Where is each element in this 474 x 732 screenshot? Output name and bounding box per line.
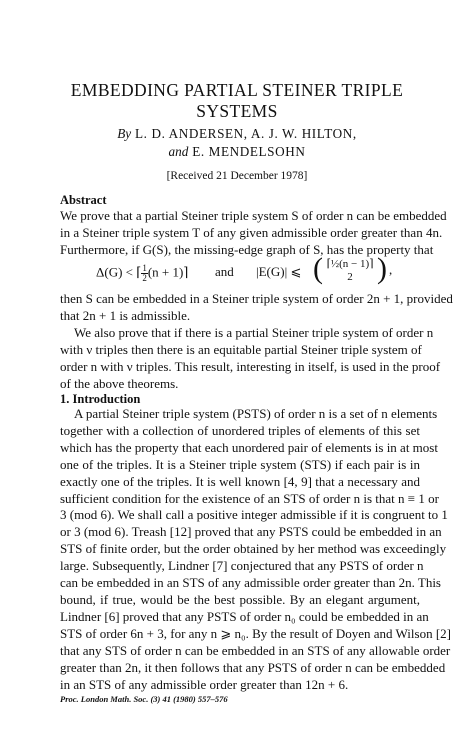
authors-line-2 — [60, 143, 414, 161]
text-line: A partial Steiner triple system (PSTS) of order n is a set of n elements — [74, 406, 438, 421]
journal-footer: Proc. London Math. Soc. (3) 41 (1980) 557–576 — [60, 694, 228, 704]
text-line: STS of finite order, but the order obtained by her method was exceedingly — [60, 541, 447, 557]
formula-edge-count: |E(G)| ⩽ — [256, 264, 302, 279]
text-line: STS of order 6n + 3, for any n ⩾ n₀. By the result of Doyen and Wilson [2] — [60, 625, 451, 641]
text-line: We prove that a partial Steiner triple system S of order n can be embedded — [60, 208, 447, 223]
binomial-bottom: 2 — [347, 271, 353, 283]
text-line: that 2n + 1 is admissible. — [60, 307, 191, 323]
formula-max-degree — [96, 264, 188, 283]
text-line: together with a collection of unordered triples of elements of this set — [60, 422, 420, 438]
authors-line-1 — [60, 125, 414, 143]
title-line-1: EMBEDDING PARTIAL STEINER TRIPLE — [70, 80, 404, 100]
formula-comma: , — [389, 262, 393, 277]
text-line: of the above theorems. — [60, 375, 179, 391]
formula-and: and — [215, 264, 234, 279]
authors-and: and — [168, 144, 189, 159]
text-line: Furthermore, if G(S), the missing-edge graph of S, has the property that — [60, 241, 434, 257]
author-block — [60, 125, 414, 161]
text-line: 3 (mod 6). We shall call a positive integer admissible if it is congruent to 1 — [60, 507, 448, 523]
received-date: [Received 21 December 1978] — [166, 170, 308, 182]
text-line: with ν triples then there is an equitable partial Steiner triple system of — [60, 341, 422, 357]
text-line: or 3 (mod 6). Treash [12] proved that any PSTS could be embedded in an — [60, 524, 442, 540]
text-line: bound, if true, would be the best possible. By an elegant argument, — [60, 591, 420, 607]
text-line: then S can be embedded in a Steiner triple system of order 2n + 1, provided — [60, 291, 453, 306]
abstract-heading: Abstract — [60, 193, 107, 207]
text-line: Lindner [6] proved that any PSTS of order n₀ could be embedded in an — [60, 608, 429, 624]
binomial — [323, 258, 377, 284]
right-paren: ) — [377, 252, 387, 285]
text-line: large. Subsequently, Lindner [7] conjectured that any PSTS of order n — [60, 558, 424, 574]
text-line: We also prove that if there is a partial Steiner triple system of order n — [74, 325, 434, 340]
introduction-paragraph — [60, 406, 451, 693]
section-heading: 1. Introduction — [60, 392, 141, 406]
authors-names-1: L. D. ANDERSEN, A. J. W. HILTON, — [135, 126, 357, 141]
abstract-paragraph-2 — [60, 291, 453, 325]
left-paren: ( — [313, 252, 323, 285]
abstract-paragraph-3 — [60, 325, 441, 393]
binomial-top: ⌈½(n − 1)⌉ — [326, 258, 374, 270]
text-line: order n with ν triples. This result, interesting in itself, is used in the proof — [60, 358, 441, 374]
abstract-paragraph-1 — [60, 208, 447, 259]
text-line: can be embedded in an STS of any admissible order greater than 2n. This — [60, 575, 441, 591]
text-line: in an STS of any admissible order greater than 12n + 6. — [60, 676, 349, 692]
text-line: in a Steiner triple system T of any given admissible order greater than 4n. — [60, 224, 443, 240]
display-formula — [60, 252, 414, 288]
authors-names-2: E. MENDELSOHN — [192, 144, 306, 159]
formula-left: Δ(G) < ⌈ — [96, 264, 142, 280]
text-line: which has the property that each unordered pair of elements is in at most — [60, 439, 438, 455]
text-line: that any STS of order n can be embedded in an STS of any allowable order — [60, 642, 451, 658]
formula-half-fraction: $\frac{1}{2}$ — [142, 263, 147, 283]
text-line: greater than 2n, it then follows that any PSTS of order n can be embedded — [60, 659, 446, 675]
paper-title — [60, 80, 414, 122]
text-line: exactly one of the triples. It is well known [4, 9] that a necessary and — [60, 473, 420, 489]
authors-by: By — [117, 126, 132, 141]
title-line-2: SYSTEMS — [196, 101, 278, 121]
text-line: sufficient condition for the existence of an STS of order n is that n ≡ 1 or — [60, 490, 439, 506]
text-line: one of the triples. It is a Steiner triple system (STS) if each pair is in — [60, 456, 420, 472]
formula-left-tail: (n + 1)⌉ — [147, 264, 189, 280]
